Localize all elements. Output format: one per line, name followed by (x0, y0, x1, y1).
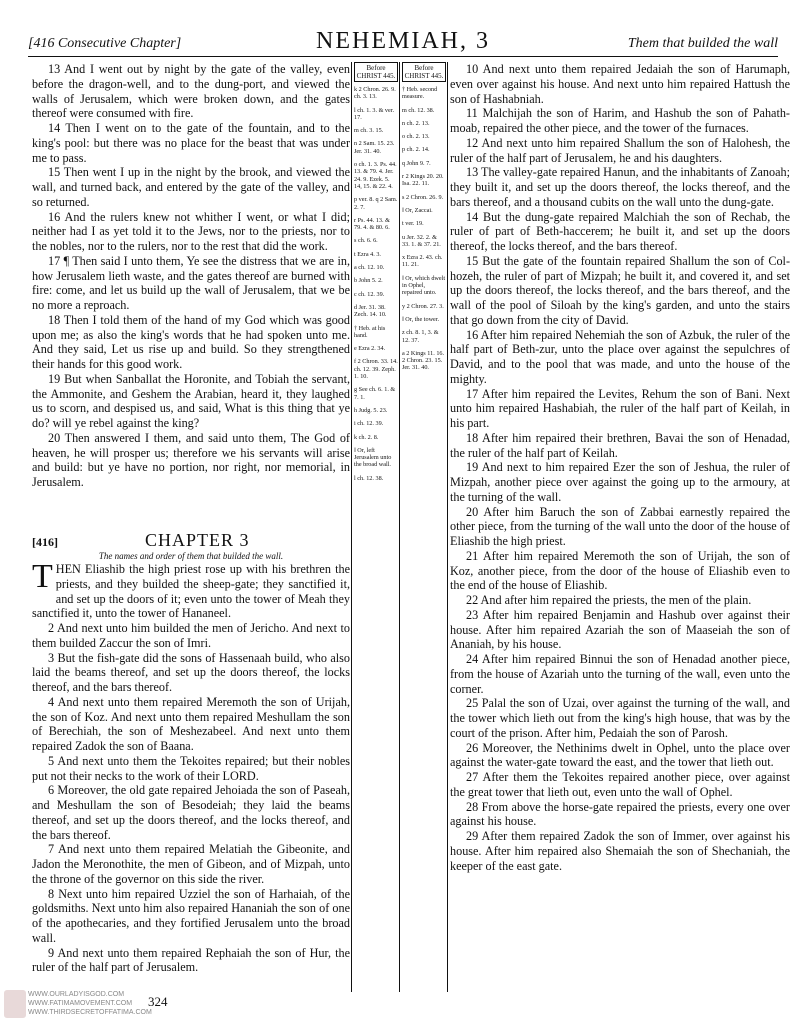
verse-paragraph: 27 After them the Tekoites repaired another piece, over against the great tower that lieth out, even unto the wall of Ophel. (450, 770, 790, 799)
column-rule (399, 62, 400, 992)
verse-paragraph: 4 And next unto them repaired Meremoth the son of Urijah, the son of Koz. And next unto them repaired Meshullam the son of Berechiah, the son of Meshezabeel. And next unto them repaired Zadok the son of Baana. (32, 694, 350, 753)
verse-paragraph: 13 And I went out by night by the gate of the valley, even before the dragon-well, and to the dung-port, and viewed the walls of Jerusalem, which were broken down, and the gates thereof were consumed with fire. (32, 62, 350, 121)
chapter-heading: CHAPTER 3 (145, 530, 250, 550)
page-number: 324 (148, 994, 168, 1009)
verse-paragraph: 28 From above the horse-gate repaired the priests, every one over against his house. (450, 799, 790, 829)
site-logo-icon (4, 990, 26, 1018)
date-box: Before CHRIST 445. (354, 62, 398, 82)
verse-paragraph: 3 But the fish-gate did the sons of Hassenaah build, who also laid the beams thereof, and set up the doors thereof, the locks thereof, and the bars thereof. (32, 650, 350, 694)
date-box: Before CHRIST 445. (402, 62, 446, 82)
chapter-summary: The names and order of them that builded the wall. (98, 551, 284, 561)
verse-paragraph: 21 After him repaired Meremoth the son of Urijah, the son of Koz, another piece, from the door of the house of Eliashib even to the end of the house of Eliashib. (450, 548, 790, 593)
verse-paragraph: 6 Moreover, the old gate repaired Jehoiada the son of Paseah, and Meshullam the son of Besodeiah; they laid the beams thereof, and set up the doors thereof, and the locks thereof, and the bars thereof. (32, 783, 350, 842)
verse-paragraph: 19 And next to him repaired Ezer the son of Jeshua, the ruler of Mizpah, another piece over against the going up to the armoury, at the turning of the wall. (450, 460, 790, 504)
margin-references-b: Before CHRIST 445. † Heb. second measure. m ch. 12. 38. n ch. 2. 13. o ch. 2. 13. p ch. 2. 14. q John 9. 7. r 2 Kings 20. 20. Isa. 22. 11. s 2 Chron. 26. 9. ‖ Or, Zaccai. t ver. 19. u Jer. 32. 2. & 33. 1. & 37. 21. x Ezra 2. 43. ch. 11. 21. ‖ Or, which dwelt in Ophel, repaired unto. y 2 Chron. 27. 3. ‖ Or, the tower. z ch. 8. 1, 3. & 12. 37. a 2 Kings 11. 16. 2 Chron. 23. 15. Jer. 31. 40. (402, 64, 446, 372)
verse-paragraph: 13 The valley-gate repaired Hanun, and the inhabitants of Zanoah; they built it, and set up the doors thereof, the locks thereof, and the bars thereof, and a thousand cubits on the wall unto the dung-gate. (450, 165, 790, 209)
verse-paragraph: 18 After him repaired their brethren, Bavai the son of Henadad, the ruler of the half part of Keilah. (450, 430, 790, 460)
verse-paragraph: 24 After him repaired Binnui the son of Henadad another piece, from the house of Azariah unto the turning of the wall, even unto the corner. (450, 652, 790, 696)
verse-paragraph: 8 Next unto him repaired Uzziel the son of Harhaiah, of the goldsmiths. Next unto him also repaired Hananiah the son of one of the apothecaries, and they fortified Jerusalem unto the broad wall. (32, 886, 350, 945)
verse-paragraph: 11 Malchijah the son of Harim, and Hashub the son of Pahath-moab, repaired the other piece, and the tower of the furnaces. (450, 106, 790, 135)
verse-paragraph: 17 ¶ Then said I unto them, Ye see the distress that we are in, how Jerusalem lieth waste, and the gates thereof are burned with fire: come, and let us build up the wall of Jerusalem, that we be no more a reproach. (32, 253, 350, 312)
verse-paragraph: 20 Then answered I them, and said unto them, The God of heaven, he will prosper us; therefore we his servants will arise and build: but ye have no portion, nor right, nor memorial, in Jerusalem. (32, 430, 350, 489)
verse-paragraph: 20 After him Baruch the son of Zabbai earnestly repaired the other piece, from the turning of the wall unto the door of the house of Eliashib the high priest. (450, 504, 790, 548)
verse-paragraph: 19 But when Sanballat the Horonite, and Tobiah the servant, the Ammonite, and Geshem the Arabian, heard it, they laughed us to scorn, and despised us, and said, What is this thing that ye do? will ye rebel against the king? (32, 371, 350, 430)
running-header (28, 28, 778, 57)
verse-paragraph: 14 But the dung-gate repaired Malchiah the son of Rechab, the ruler of part of Beth-haccerem; he built it, and set up the doors thereof, the locks thereof, and the bars thereof. (450, 209, 790, 253)
drop-cap: T (32, 558, 53, 595)
verse-paragraph: 2 And next unto him builded the men of Jericho. And next to them builded Zaccur the son of Imri. (32, 621, 350, 650)
right-column (450, 62, 790, 873)
verse-paragraph: 29 After them repaired Zadok the son of Immer, over against his house. After him repaired also Shemaiah the son of Shechaniah, the keeper of the east gate. (450, 829, 790, 873)
verse-paragraph: 16 And the rulers knew not whither I went, or what I did; neither had I as yet told it to the Jews, nor to the priests, nor to the nobles, nor to the rulers, nor to the rest that did the work. (32, 209, 350, 253)
margin-references-a: Before CHRIST 445. k 2 Chron. 26. 9. ch. 3. 13. l ch. 1. 3. & ver. 17. m ch. 3. 15. n 2 Sam. 15. 23. Jer. 31. 40. o ch. 1. 3. Ps. 44. 13. & 79. 4. Jer. 24. 9. Ezek. 5. 14, 15. & 22. 4. p ver. 8. q 2 Sam. 2. 7. r Ps. 44. 13. & 79. 4. & 80. 6. s ch. 6. 6. t Ezra 4. 3. a ch. 12. 10. b John 5. 2. c ch. 12. 39. d Jer. 31. 38. Zech. 14. 10. † Heb. at his hand. e Ezra 2. 34. f 2 Chron. 33. 14. ch. 12. 39. Zeph. 1. 10. g See ch. 6. 1. & 7. 1. h Judg. 5. 23. i ch. 12. 39. k ch. 2. 8. ‖ Or, left Jerusalem unto the broad wall. l ch. 12. 38. (354, 64, 398, 482)
verse-paragraph: 23 After him repaired Benjamin and Hashub over against their house. After him repaired Azariah the son of Maaseiah the son of Ananiah, by his house. (450, 607, 790, 652)
verse-paragraph: 12 And next unto him repaired Shallum the son of Halohesh, the ruler of the half part of Jerusalem, he and his daughters. (450, 135, 790, 165)
footer-watermark: WWW.OURLADYISGOD.COM WWW.FATIMAMOVEMENT.COM WWW.THIRDSECRETOFFATIMA.COM (28, 991, 152, 1016)
verse-paragraph: 17 After him repaired the Levites, Rehum the son of Bani. Next unto him repaired Hashabiah, the ruler of the half part of Keilah, in his part. (450, 386, 790, 430)
verse-paragraph: 26 Moreover, the Nethinims dwelt in Ophel, unto the place over against the water-gate toward the east, and the tower that lieth out. (450, 740, 790, 770)
verse-paragraph: 25 Palal the son of Uzai, over against the turning of the wall, and the tower which lieth out from the king's high house, that was by the court of the prison. After him, Pedaiah the son of Parosh. (450, 696, 790, 740)
verse-paragraph: THEN Eliashib the high priest rose up with his brethren the priests, and they builded the sheep-gate; they sanctified it, and set up the doors of it; even unto the tower of Meah they sanctified it, unto the tower of Hananeel. (32, 558, 350, 621)
section-caption: Them that builded the wall (627, 36, 778, 51)
verse-paragraph: 22 And after him repaired the priests, the men of the plain. (466, 593, 752, 607)
verse-paragraph: 14 Then I went on to the gate of the fountain, and to the king's pool: but there was no place for the beast that was under me to pass. (32, 121, 350, 165)
verse-paragraph: 18 Then I told them of the hand of my God which was good upon me; as also the king's words that he had spoken unto me. And they said, Let us rise up and build. So they strengthened their hands for this good work. (32, 312, 350, 371)
verse-paragraph: 5 And next unto them the Tekoites repaired; but their nobles put not their necks to the work of their LORD. (32, 753, 350, 783)
verse-paragraph: 15 But the gate of the fountain repaired Shallum the son of Col-hozeh, the ruler of part of Mizpah; he built it, and covered it, and set up the doors thereof, the locks thereof, and the bars thereof, and the wall of the pool of Siloah by the king's garden, and unto the stairs that go down from the city of David. (450, 253, 790, 327)
verse-paragraph: 10 And next unto them repaired Jedaiah the son of Harumaph, even over against his house. And next unto him repaired Hattush the son of Hashabniah. (450, 62, 790, 106)
chapter-3-text (32, 558, 350, 975)
consecutive-chapter-label: [416 Consecutive Chapter] (28, 36, 182, 51)
column-rule (351, 62, 352, 992)
chapter-number-label: [416] (32, 535, 58, 549)
left-column (32, 62, 350, 490)
verse-paragraph: 16 After him repaired Nehemiah the son of Azbuk, the ruler of the half part of Beth-zur, unto the place over against the sepulchres of David, and to the pool that was made, and unto the house of the mighty. (450, 327, 790, 386)
book-title: NEHEMIAH, 3 (316, 28, 490, 54)
verse-paragraph: 7 And next unto them repaired Melatiah the Gibeonite, and Jadon the Meronothite, the men of Gibeon, and of Mizpah, unto the throne of the governor on this side the river. (32, 842, 350, 886)
column-rule (447, 62, 448, 992)
verse-paragraph: 9 And next unto them repaired Rephaiah the son of Hur, the ruler of the half part of Jerusalem. (32, 945, 350, 975)
verse-paragraph: 15 Then went I up in the night by the brook, and viewed the wall, and turned back, and entered by the gate of the valley, and so returned. (32, 165, 350, 209)
